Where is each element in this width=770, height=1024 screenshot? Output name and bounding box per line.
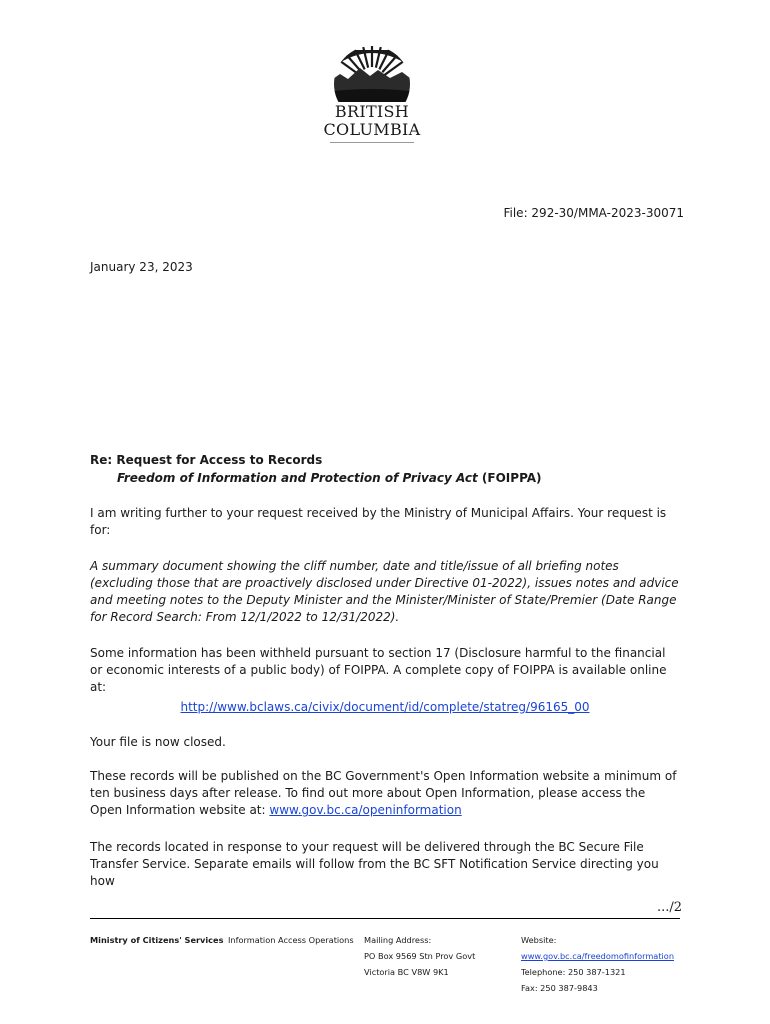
fax-number: Fax: 250 387-9843 — [521, 983, 598, 993]
page-continuation-marker: .../2 — [656, 900, 682, 915]
request-intro-paragraph: I am writing further to your request received by the Ministry of Municipal Affairs. Your request is for: — [90, 506, 667, 537]
foippa-link[interactable]: http://www.bclaws.ca/civix/document/id/complete/statreg/96165_00 — [180, 700, 590, 714]
mailing-address-line1: PO Box 9569 Stn Prov Govt — [364, 951, 476, 961]
sun-mountain-emblem-icon — [316, 46, 428, 102]
footer-divider — [90, 918, 680, 919]
open-information-link[interactable]: www.gov.bc.ca/openinformation — [269, 803, 462, 817]
open-information-text: These records will be published on the BC Government's Open Information website a minimum of ten business days after release. To find out more about Open Information, please access the Open Information website at: — [90, 769, 677, 817]
foippa-link-line — [90, 699, 680, 716]
logo-wordmark-line1: BRITISH — [334, 102, 410, 121]
act-abbreviation: (FOIPPA) — [477, 471, 542, 485]
request-description-paragraph: A summary document showing the cliff number, date and title/issue of all briefing notes (excluding those that are proactively disclosed under Directive 01-2022), issues notes and advice and meeting notes to the Deputy Minister and the Minister/Minister of State/Premier (Date Range for Record Search: From 12/1/2022 to 12/31/2022). — [90, 559, 679, 624]
footer-contact — [521, 932, 674, 996]
footer-ministry: Ministry of Citizens' Services — [90, 935, 224, 945]
open-information-paragraph — [90, 768, 680, 819]
logo-wordmark-line2: COLUMBIA — [323, 120, 421, 139]
letter-date: January 23, 2023 — [90, 260, 193, 274]
withheld-information-paragraph: Some information has been withheld pursuant to section 17 (Disclosure harmful to the financial or economic interests of a public body) of FOIPPA. A complete copy of FOIPPA is available online at: — [90, 646, 667, 694]
file-reference: File: 292-30/MMA-2023-30071 — [503, 206, 684, 220]
foi-website-link[interactable]: www.gov.bc.ca/freedomofinformation — [521, 951, 675, 961]
act-name: Freedom of Information and Protection of Privacy Act — [117, 471, 478, 485]
website-label: Website: — [521, 935, 557, 945]
mailing-address-line2: Victoria BC V8W 9K1 — [364, 967, 449, 977]
mailing-address-label: Mailing Address: — [364, 935, 432, 945]
footer-mailing-address — [364, 932, 475, 980]
telephone-number: Telephone: 250 387-1321 — [521, 967, 626, 977]
subject-line: Re: Request for Access to Records — [90, 453, 323, 467]
act-title — [117, 470, 542, 487]
footer-branch: Information Access Operations — [228, 935, 354, 945]
records-delivery-paragraph: The records located in response to your request will be delivered through the BC Secure File Transfer Service. Separate emails will follow from the BC SFT Notification Service directing you how — [90, 840, 659, 888]
file-closed-paragraph: Your file is now closed. — [90, 735, 226, 749]
logo-divider — [330, 142, 414, 143]
bc-government-logo — [316, 46, 428, 146]
